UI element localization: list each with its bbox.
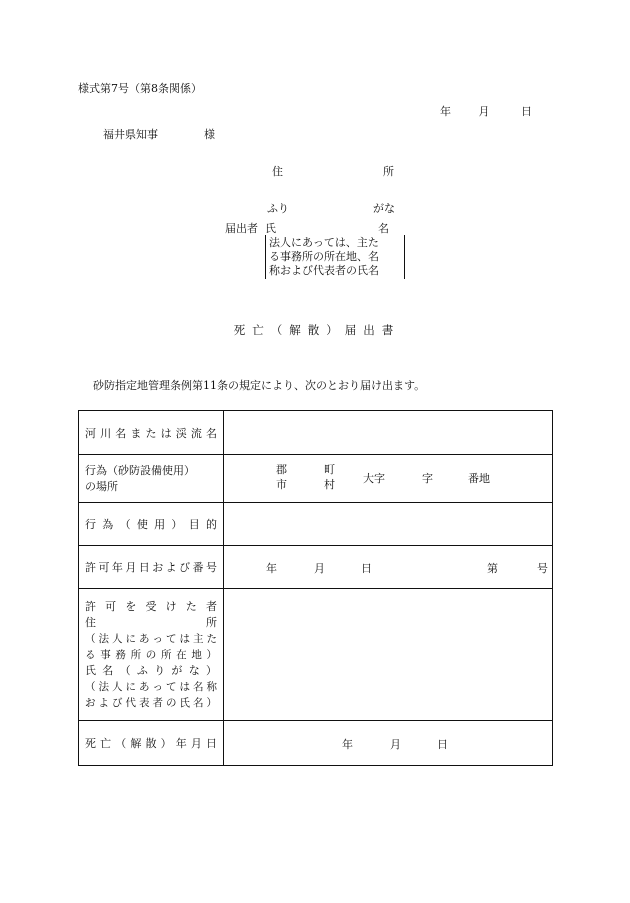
death-date-label: 死 亡 （ 解 散 ） 年 月 日	[79, 721, 224, 766]
location-label: 行為（砂防設備使用） の場所	[79, 455, 224, 503]
addressee-suffix: 様	[204, 128, 215, 141]
notifier-name-label: 届出者 氏 名	[225, 222, 389, 235]
table-row	[79, 546, 553, 589]
submission-date	[440, 103, 532, 119]
death-date-field[interactable]: 年 月 日	[224, 721, 553, 766]
permit-date-field[interactable]: 年 月 日 第 号	[224, 546, 553, 589]
permit-date-label: 許 可 年 月 日 お よ び 番 号	[79, 546, 224, 589]
table-row	[79, 721, 553, 766]
date-day: 日	[521, 105, 532, 118]
permit-holder-field[interactable]	[224, 589, 553, 721]
intro-text: 砂防指定地管理条例第11条の規定により、次のとおり届け出ます。	[93, 379, 426, 392]
purpose-field[interactable]	[224, 503, 553, 546]
river-name-field[interactable]	[224, 411, 553, 455]
addressee	[103, 126, 215, 142]
furigana-label: ふり がな	[267, 202, 395, 215]
date-month: 月	[478, 105, 490, 118]
notification-table	[78, 410, 553, 766]
table-row	[79, 503, 553, 546]
date-year: 年	[440, 105, 451, 118]
table-row	[79, 455, 553, 503]
permit-holder-label: 許 可 を 受 け た 者 住 所 （ 法 人 に あ っ て は 主 た る 事 務 所 の 所 在 地 ） 氏 名 （ ふ り が な ） （ 法 人 に あ っ て は 名 称 お よ び 代 表 者 の 氏 名 ）	[79, 589, 224, 721]
form-number: 様式第7号（第8条関係）	[78, 82, 202, 95]
location-field[interactable]: 郡 市 町 村 大字 字 番地	[224, 455, 553, 503]
addressee-name: 福井県知事	[103, 128, 158, 141]
purpose-label: 行 為 （ 使 用 ） 目 的	[79, 503, 224, 546]
table-row	[79, 411, 553, 455]
document-title: 死亡（解散）届出書	[233, 323, 401, 337]
notifier-address-label: 住 所	[272, 165, 394, 178]
corporate-note: 法人にあっては、主た る事務所の所在地、名 称および代表者の氏名	[265, 235, 405, 279]
river-name-label: 河 川 名 ま た は 渓 流 名	[79, 411, 224, 455]
table-row	[79, 589, 553, 721]
notifier-label: 届出者	[225, 222, 258, 235]
